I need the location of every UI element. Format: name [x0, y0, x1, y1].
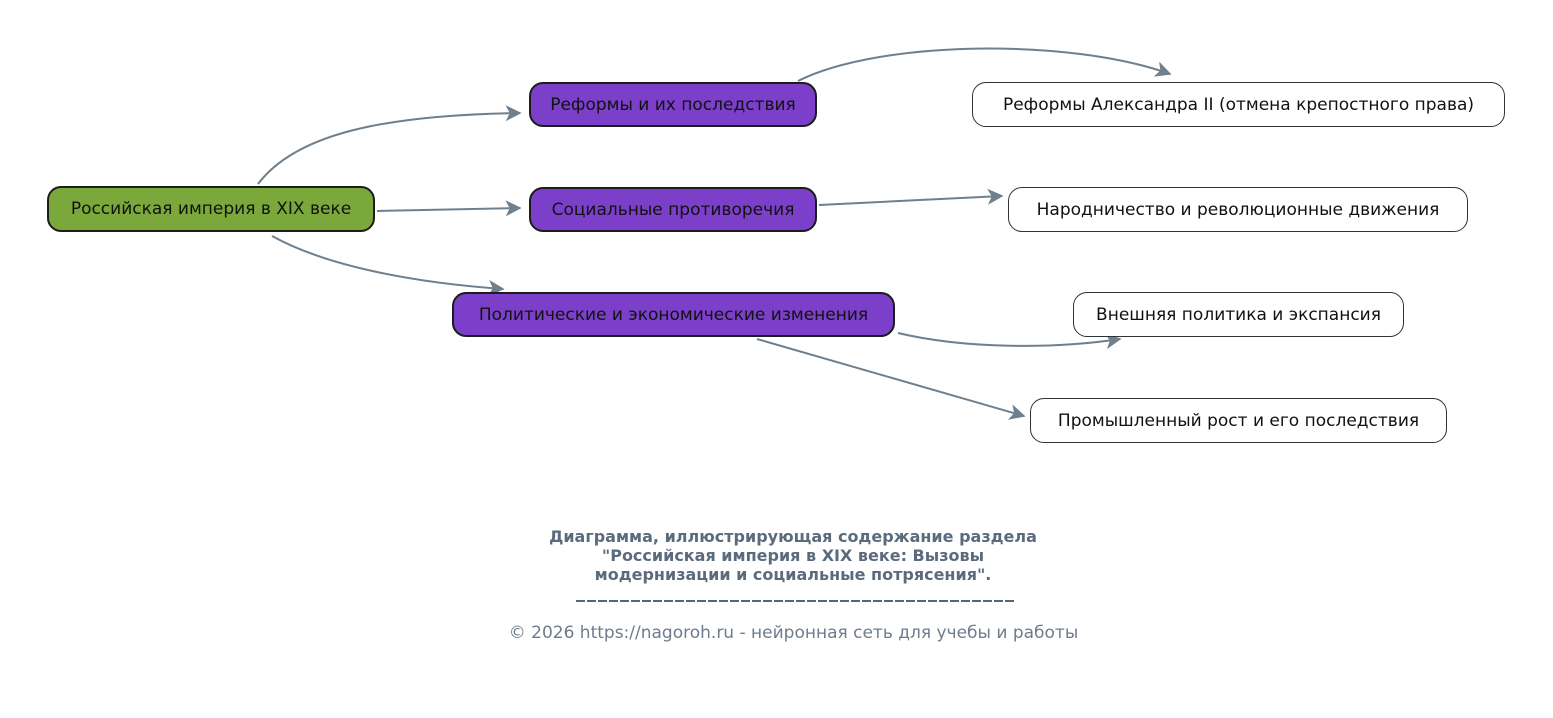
node-social-contradictions-label: Социальные противоречия — [551, 199, 795, 220]
node-political-economic-changes — [452, 292, 895, 337]
edge-root-to-political-economic-changes — [272, 236, 503, 289]
caption-line-2: "Российская империя в XIX веке: Вызовы — [601, 546, 985, 565]
node-alexander-ii-reforms — [972, 82, 1505, 127]
node-industrial-growth — [1030, 398, 1447, 443]
node-political-economic-changes-label: Политические и экономические изменения — [478, 304, 869, 325]
node-social-contradictions — [529, 187, 817, 232]
node-foreign-policy — [1073, 292, 1404, 337]
edge-political-to-industrial-growth — [757, 339, 1024, 416]
edge-social-to-narodnichestvo — [819, 196, 1002, 205]
node-reforms-consequences — [529, 82, 817, 127]
footer-credit: © 2026 https://nagoroh.ru - нейронная сеть для учебы и работы — [508, 623, 1079, 643]
node-industrial-growth-label: Промышленный рост и его последствия — [1057, 410, 1420, 431]
node-narodnichestvo-label: Народничество и революционные движения — [1036, 199, 1440, 220]
edge-root-to-reforms-consequences — [258, 113, 520, 184]
node-foreign-policy-label: Внешняя политика и экспансия — [1096, 304, 1381, 325]
edge-root-to-social-contradictions — [377, 208, 520, 211]
edge-reforms-to-alexander-ii — [798, 49, 1170, 81]
node-narodnichestvo — [1008, 187, 1468, 232]
caption-line-1: Диаграмма, иллюстрирующая содержание раздела — [549, 527, 1037, 546]
node-alexander-ii-reforms-label: Реформы Александра II (отмена крепостного права) — [1002, 94, 1475, 115]
diagram-caption — [493, 527, 1093, 584]
node-root — [47, 186, 375, 232]
caption-line-3: модернизации и социальные потрясения". — [594, 565, 992, 584]
node-reforms-consequences-label: Реформы и их последствия — [550, 94, 796, 115]
node-root-label: Российская империя в XIX веке — [70, 199, 352, 219]
caption-divider — [576, 600, 1014, 602]
